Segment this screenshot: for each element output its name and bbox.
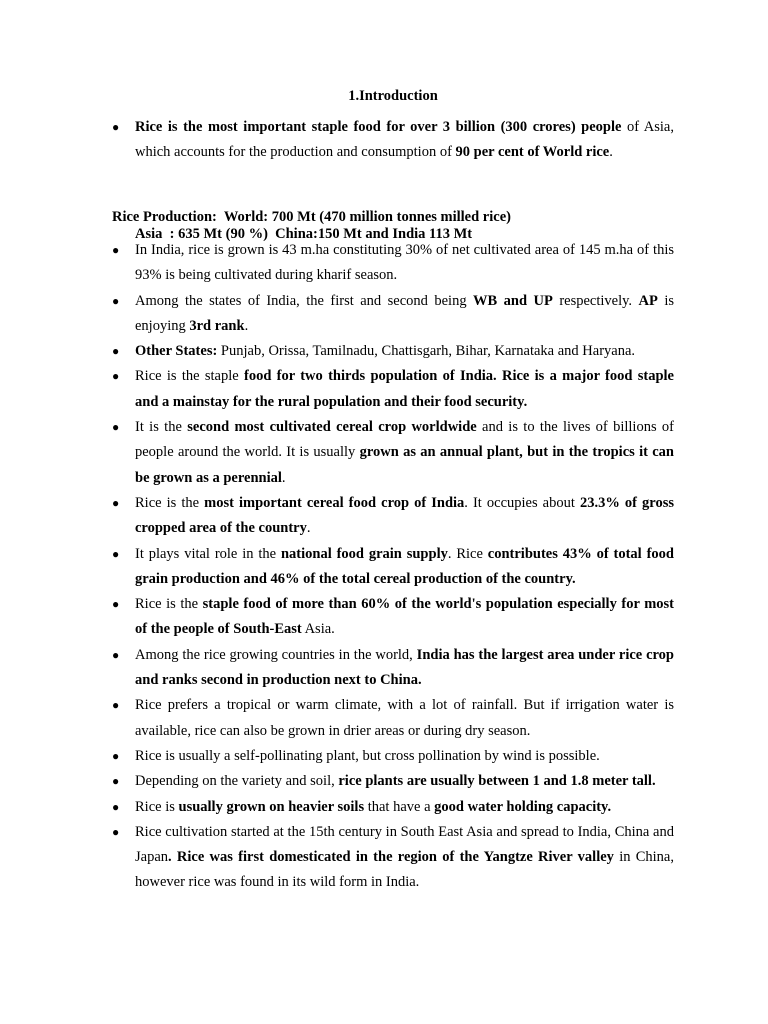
production-line-asia: Asia : 635 Mt (90 %) China:150 Mt and India 113 Mt (135, 226, 473, 242)
bold-text: grown as an annual plant, but in the tropics it can be grown as a perennial (135, 444, 674, 486)
body-text: Depending on the variety and soil, (135, 773, 339, 790)
list-item (112, 769, 674, 794)
body-text: Rice is the (135, 494, 205, 511)
body-text: that have a (364, 798, 435, 815)
list-item (112, 289, 674, 340)
bold-text: good water holding capacity. (434, 798, 612, 815)
bullet-icon: ● (112, 698, 120, 713)
body-text: . (244, 317, 249, 334)
list-item (112, 795, 674, 820)
body-text: It plays vital role in the (135, 545, 281, 562)
bold-text: 3rd rank (189, 317, 245, 334)
bullet-icon: ● (112, 647, 120, 662)
list-item (112, 643, 674, 694)
bullet-icon: ● (112, 774, 120, 789)
bullet-icon: ● (112, 120, 120, 134)
bold-text: Other States: (135, 343, 218, 360)
bold-text: 23.3% of gross cropped area of the country (135, 494, 674, 537)
list-item (112, 238, 674, 289)
bullet-icon: ● (112, 495, 120, 510)
bold-text: staple food of more than 60% of the world's population especially for most of the people of South-East (135, 596, 674, 638)
bullet-icon: ● (112, 243, 120, 257)
bold-text: food for two thirds population of India. Rice is a major food staple and a mainstay for the rural population and their food security. (135, 368, 674, 410)
production-line-world: Rice Production: World: 700 Mt (470 million tonnes milled rice) (112, 209, 511, 225)
bold-text: WB and UP (473, 292, 553, 309)
list-item (112, 542, 674, 593)
body-text: . It occupies about (464, 494, 580, 511)
list-item (112, 115, 674, 166)
body-text: . (609, 144, 613, 161)
bullet-icon: ● (112, 799, 120, 814)
bold-text: second most cultivated cereal crop worldwide (187, 419, 477, 436)
body-text: In India, rice is grown is 43 m.ha constituting 30% of net cultivated area of 145 m.ha of this 93% is being cultivated during kharif season. (135, 242, 674, 284)
bold-text: national food grain supply (280, 545, 448, 562)
body-text: in China, however rice was found in its wild form in India. (135, 849, 674, 891)
bold-text: . Rice was first domesticated in the region of the Yangtze River valley (168, 849, 614, 866)
bold-text: Rice is the most important staple food for over 3 billion (300 crores) people (135, 119, 622, 135)
body-text: Among the rice growing countries in the world, (135, 646, 417, 663)
bullet-icon: ● (112, 420, 120, 435)
bold-text: most important cereal food crop of India (204, 494, 465, 511)
body-text: . Rice (447, 545, 488, 562)
bold-text: rice plants are usually between 1 and 1.8 meter tall. (338, 773, 656, 790)
body-text: Rice cultivation started at the 15th century in South East Asia and spread to India, China and Japan (135, 823, 674, 866)
bullet-icon: ● (112, 293, 120, 308)
bullet-icon: ● (112, 344, 120, 359)
list-item (112, 820, 674, 896)
bullet-icon: ● (112, 546, 120, 561)
body-text: respectively. (552, 292, 639, 309)
body-text: Rice prefers a tropical or warm climate, with a lot of rainfall. But if irrigation water is available, rice can also be grown in drier areas or during dry season. (135, 697, 674, 739)
facts-bullet-list (112, 238, 674, 896)
bold-text: 90 per cent of World rice (455, 144, 610, 161)
body-text: is enjoying (135, 292, 675, 334)
list-item (112, 491, 674, 542)
list-item (112, 339, 674, 364)
bullet-icon: ● (112, 748, 120, 763)
bold-text: usually grown on heavier soils (178, 798, 365, 815)
body-text: Among the states of India, the first and second being (135, 292, 474, 309)
list-item (112, 592, 674, 643)
body-text: Rice is the (135, 596, 203, 613)
bold-text: India has the largest area under rice crop and ranks second in production next to China. (135, 646, 674, 689)
list-item (112, 744, 674, 769)
body-text: Punjab, Orissa, Tamilnadu, Chattisgarh, Bihar, Karnataka and Haryana. (217, 343, 636, 360)
bold-text: AP (638, 292, 658, 309)
list-item (112, 693, 674, 744)
body-text: It is the (135, 419, 188, 436)
bold-text: contributes 43% of total food grain production and 46% of the total cereal production of the country. (135, 545, 674, 587)
body-text: of Asia, which accounts for the production and consumption of (135, 119, 674, 161)
bullet-icon: ● (112, 369, 120, 384)
body-text: . (306, 520, 311, 537)
body-text: and is to the lives of billions of people around the world. It is usually (135, 419, 674, 461)
intro-bullet-list (112, 115, 674, 166)
body-text: Asia. (301, 621, 335, 638)
body-text: Rice is usually a self-pollinating plant, but cross pollination by wind is possible. (135, 747, 600, 764)
section-heading: 1.Introduction (348, 88, 438, 104)
list-item (112, 364, 674, 415)
body-text: Rice is (135, 798, 179, 815)
body-text: Rice is the staple (135, 368, 244, 385)
bullet-icon: ● (112, 824, 120, 839)
body-text: . (281, 469, 286, 486)
list-item (112, 415, 674, 491)
bullet-icon: ● (112, 597, 120, 612)
